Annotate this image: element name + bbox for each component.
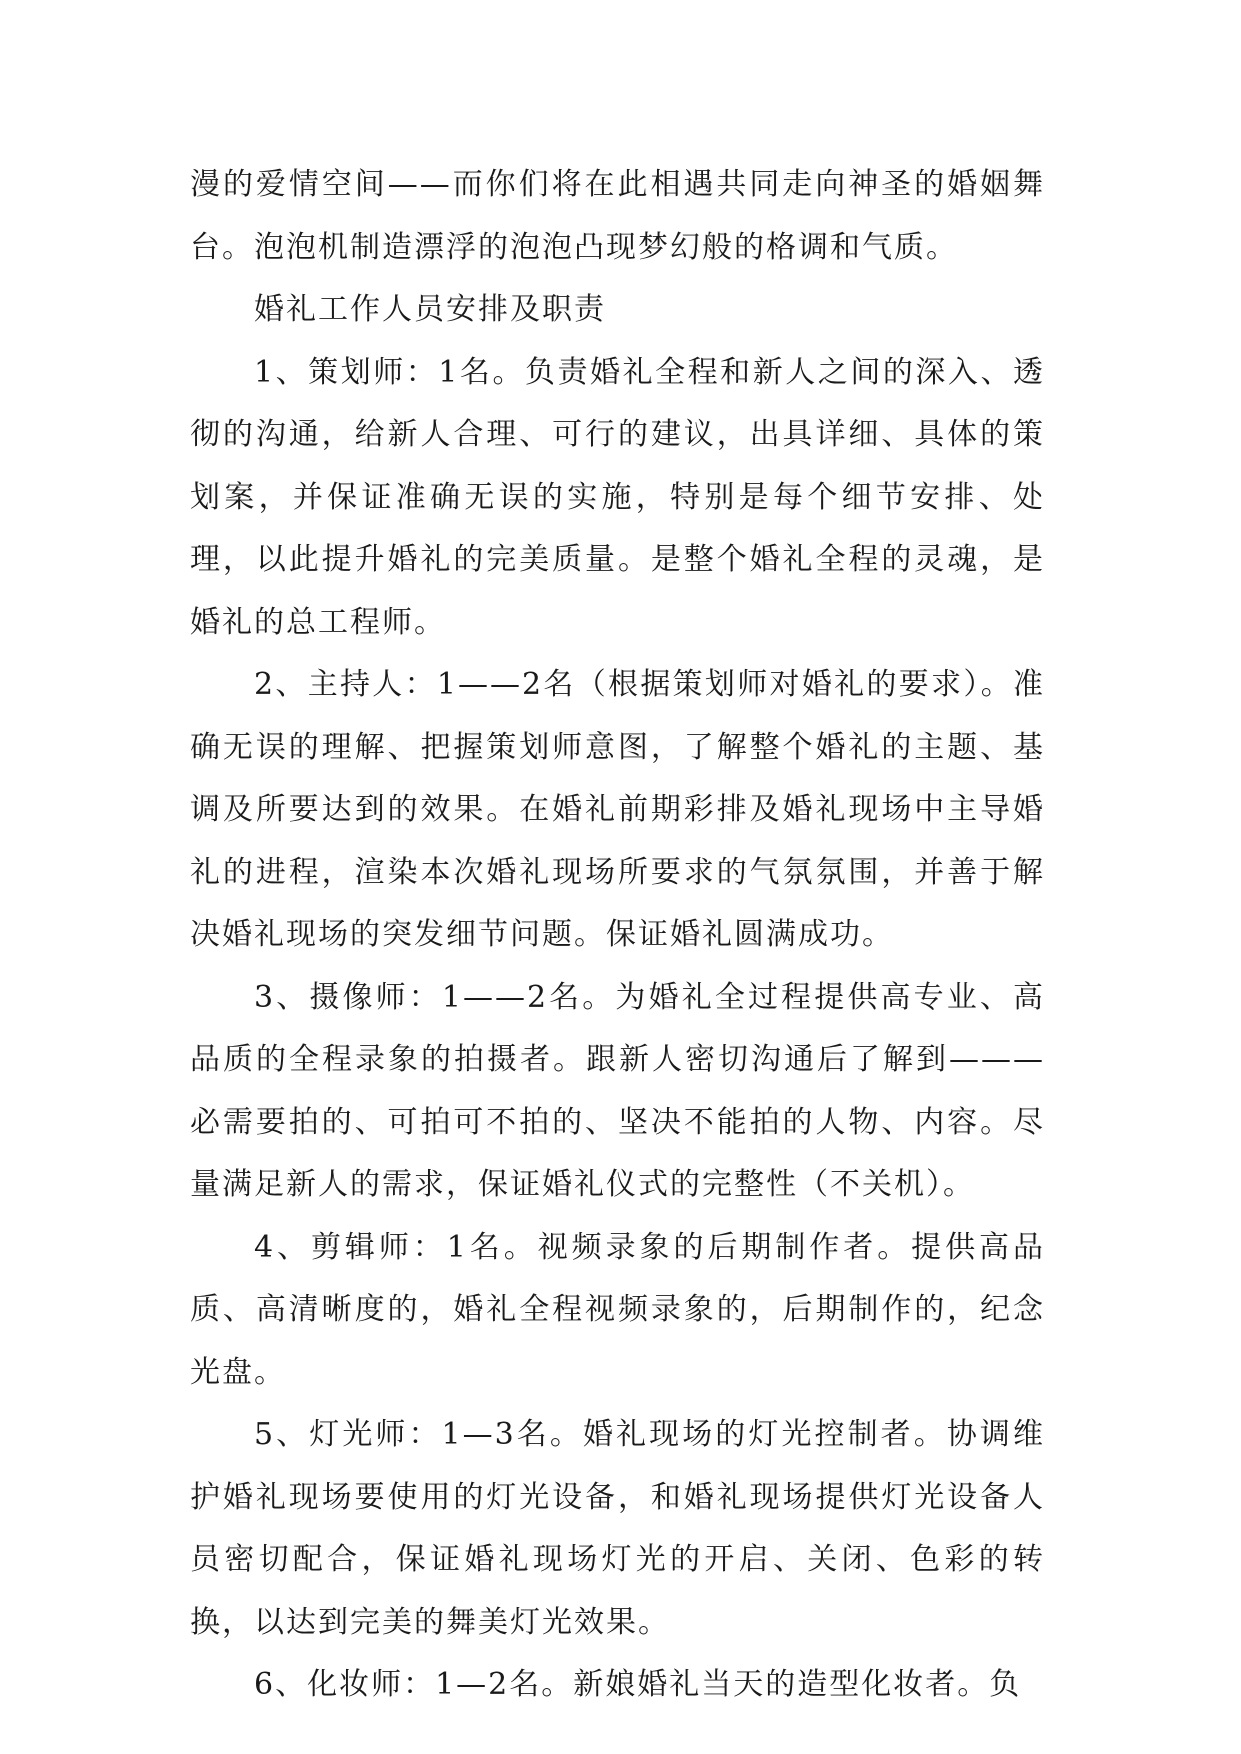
paragraph-lighting: 5、灯光师：1—3名。婚礼现场的灯光控制者。协调维护婚礼现场要使用的灯光设备，和婚礼现场提供灯光设备人员密切配合，保证婚礼现场灯光的开启、关闭、色彩的转换，以达到完美的舞美灯光效果。: [190, 1417, 1045, 1640]
paragraph-makeup: 6、化妆师：1—2名。新娘婚礼当天的造型化妆者。负: [254, 1667, 1022, 1702]
document-body: [190, 154, 1045, 1717]
paragraph-host: 2、主持人：1——2名（根据策划师对婚礼的要求）。准确无误的理解、把握策划师意图，了解整个婚礼的主题、基调及所要达到的效果。在婚礼前期彩排及婚礼现场中主导婚礼的进程，渲染本次婚礼现场所要求的气氛氛围，并善于解决婚礼现场的突发细节问题。保证婚礼圆满成功。: [190, 667, 1045, 952]
paragraph-continuation: 漫的爱情空间——而你们将在此相遇共同走向神圣的婚姻舞台。泡泡机制造漂浮的泡泡凸现梦幻般的格调和气质。: [190, 167, 1045, 265]
paragraph-videographer: 3、摄像师：1——2名。为婚礼全过程提供高专业、高品质的全程录象的拍摄者。跟新人密切沟通后了解到———必需要拍的、可拍可不拍的、坚决不能拍的人物、内容。尽量满足新人的需求，保证婚礼仪式的完整性（不关机）。: [190, 979, 1045, 1202]
paragraph-planner: 1、策划师：1名。负责婚礼全程和新人之间的深入、透彻的沟通，给新人合理、可行的建议，出具详细、具体的策划案，并保证准确无误的实施，特别是每个细节安排、处理，以此提升婚礼的完美质量。是整个婚礼全程的灵魂，是婚礼的总工程师。: [190, 354, 1045, 640]
paragraph-editor: 4、剪辑师：1名。视频录象的后期制作者。提供高品质、高清晰度的，婚礼全程视频录象的，后期制作的，纪念光盘。: [190, 1229, 1045, 1390]
section-heading: 婚礼工作人员安排及职责: [254, 292, 606, 327]
